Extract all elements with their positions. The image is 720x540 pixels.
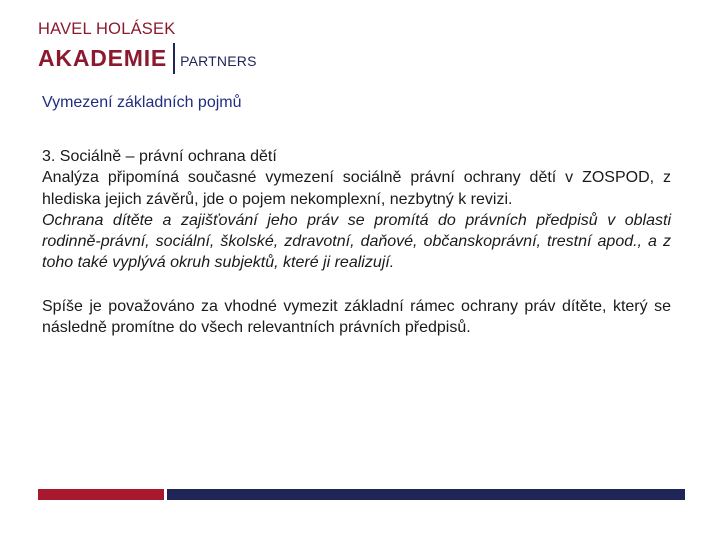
paragraph-recommendation: Spíše je považováno za vhodné vymezit základní rámec ochrany práv dítěte, který se následně promítne do všech relevantních právních předpisů. [42,297,671,337]
logo-separator [173,43,175,74]
footer-bar-navy [167,489,685,500]
logo-line-partners: PARTNERS [180,53,257,69]
paragraph-child-protection: Ochrana dítěte a zajišťování jeho práv se promítá do právních předpisů v oblasti rodinně-právní, sociální, školské, zdravotní, daňové, občanskoprávní, trestní apod., a z toho také vyplývá okruh subjektů, které ji realizují. [42,211,671,272]
slide-content [42,146,671,338]
paragraph-analysis: Analýza připomíná současné vymezení sociálně právní ochrany dětí v ZOSPOD, z hlediska jejich závěrů, jde o pojem nekomplexní, nezbytný k revizi. [42,169,671,208]
logo-line-akademie: AKADEMIE [38,45,168,71]
footer-bar-red [38,489,164,500]
company-logo [38,20,257,70]
section-heading: 3. Sociálně – právní ochrana dětí [42,148,277,165]
slide-title: Vymezení základních pojmů [42,94,242,111]
logo-row [38,39,257,70]
logo-line-havel-holasek: HAVEL HOLÁSEK [38,20,176,38]
